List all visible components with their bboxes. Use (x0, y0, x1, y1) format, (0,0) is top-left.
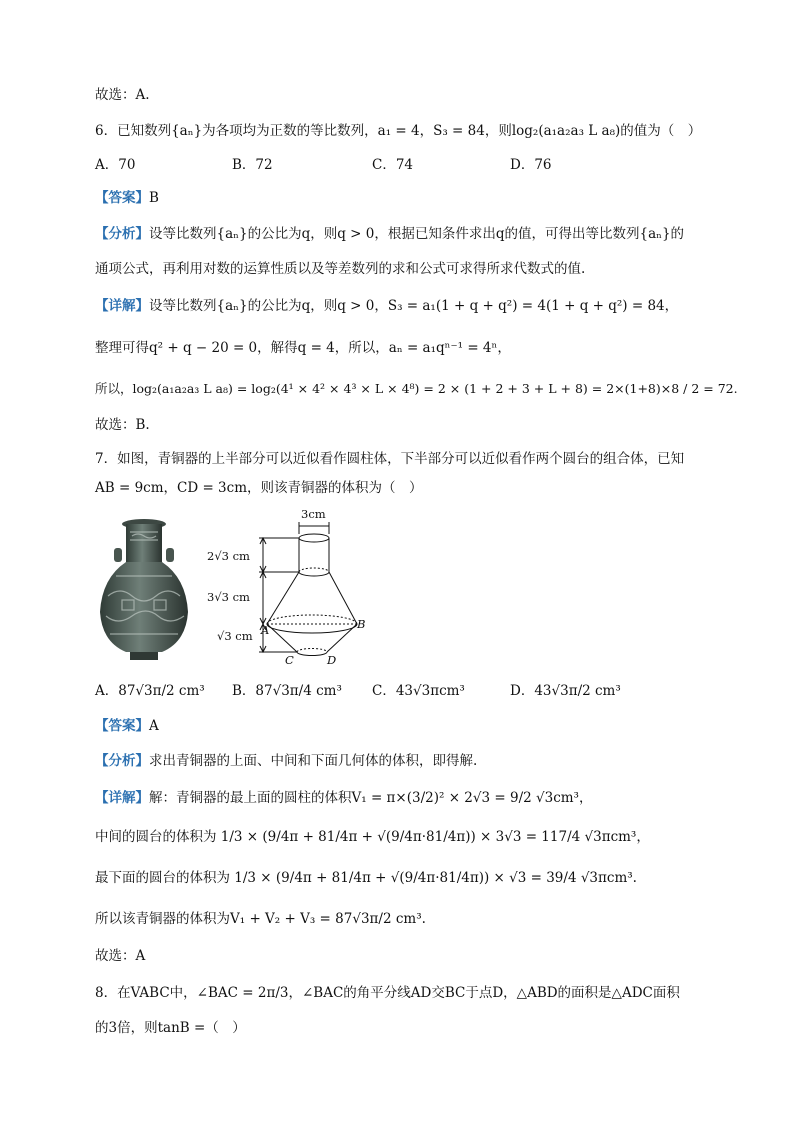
q6-answer: B (149, 190, 159, 206)
q7-analysis: 求出青铜器的上面、中间和下面几何体的体积，即得解. (149, 753, 478, 769)
analysis-tag: 【分析】 (95, 753, 149, 769)
q7-detail-1: 解：青铜器的最上面的圆柱的体积V₁ = π×(3/2)² × 2√3 = 9/2 √3cm³， (149, 790, 593, 806)
q7-end: 故选：A (95, 948, 146, 964)
q6-detail-line (95, 296, 678, 316)
q7-detail-line (95, 788, 592, 808)
label-3cm: 3cm (301, 507, 326, 521)
q6-detail-1: 设等比数列{aₙ}的公比为q，则q > 0，S₃ = a₁(1 + q + q²) = 4(1 + q + q²) = 84， (149, 298, 679, 314)
q7-option-a: A．87√3π/2 cm³ (95, 683, 205, 699)
analysis-tag: 【分析】 (95, 226, 149, 242)
label-A: A (261, 623, 270, 637)
q7-analysis-line (95, 751, 477, 771)
label-h3: √3 cm (217, 629, 253, 643)
q6-analysis-2: 通项公式，再利用对数的运算性质以及等差数列的求和公式可求得所求代数式的值. (95, 261, 586, 277)
q6-option-c: C．74 (372, 157, 414, 173)
label-B: B (357, 617, 366, 631)
q7-detail-2: 中间的圆台的体积为 1/3 × (9/4π + 81/4π + √(9/4π·81/4π)) × 3√3 = 117/4 √3πcm³， (95, 829, 650, 845)
detail-tag: 【详解】 (95, 298, 149, 314)
q7-stem-2: AB = 9cm，CD = 3cm，则该青铜器的体积为（ ） (95, 480, 423, 496)
q7-option-c: C．43√3πcm³ (372, 683, 465, 699)
q6-option-d: D．76 (510, 157, 552, 173)
detail-tag: 【详解】 (95, 790, 149, 806)
q7-option-d: D．43√3π/2 cm³ (510, 683, 621, 699)
answer-tag: 【答案】 (95, 718, 149, 734)
label-h2: 3√3 cm (207, 590, 250, 604)
q6-stem: 6．已知数列{aₙ}为各项均为正数的等比数列，a₁ = 4，S₃ = 84，则log₂(a₁a₂a₃ L a₈)的值为（ ） (95, 123, 702, 139)
q6-option-b: B．72 (232, 157, 273, 173)
q8-stem-1: 8．在VABC中，∠BAC = 2π/3，∠BAC的角平分线AD交BC于点D，△ABD的面积是△ADC面积 (95, 985, 680, 1001)
q6-end: 故选：B. (95, 417, 150, 433)
label-h1: 2√3 cm (207, 549, 250, 563)
label-D: D (327, 653, 337, 667)
prev-answer-end: 故选：A. (95, 87, 150, 103)
q7-option-b: B．87√3π/4 cm³ (232, 683, 342, 699)
q6-option-a: A．70 (95, 157, 136, 173)
answer-tag: 【答案】 (95, 190, 149, 206)
q6-analysis-line (95, 224, 684, 244)
q6-detail-2: 整理可得q² + q − 20 = 0，解得q = 4，所以，aₙ = a₁qⁿ⁻¹ = 4ⁿ， (95, 340, 511, 356)
q7-answer-line (95, 716, 159, 736)
bronze-geometry-diagram (205, 506, 375, 671)
q6-detail-3: 所以，log₂(a₁a₂a₃ L a₈) = log₂(4¹ × 4² × 4³ × L × 4⁸) = 2 × (1 + 2 + 3 + L + 8) = 2×(1+8)×8 / 2 = 72. (95, 381, 738, 396)
q7-detail-3: 最下面的圆台的体积为 1/3 × (9/4π + 81/4π + √(9/4π·81/4π)) × √3 = 39/4 √3πcm³. (95, 870, 637, 886)
q8-stem-2: 的3倍，则tanB =（ ） (95, 1020, 246, 1036)
label-C: C (285, 653, 294, 667)
q6-analysis-1: 设等比数列{aₙ}的公比为q，则q > 0，根据已知条件求出q的值，可得出等比数列{aₙ}的 (149, 226, 685, 242)
q7-detail-4: 所以该青铜器的体积为V₁ + V₂ + V₃ = 87√3π/2 cm³. (95, 911, 426, 927)
q7-stem-1: 7．如图，青铜器的上半部分可以近似看作圆柱体，下半部分可以近似看作两个圆台的组合体，已知 (95, 451, 685, 467)
bronze-vase-image (96, 516, 192, 662)
q6-answer-line (95, 188, 159, 208)
q7-answer: A (149, 718, 159, 734)
